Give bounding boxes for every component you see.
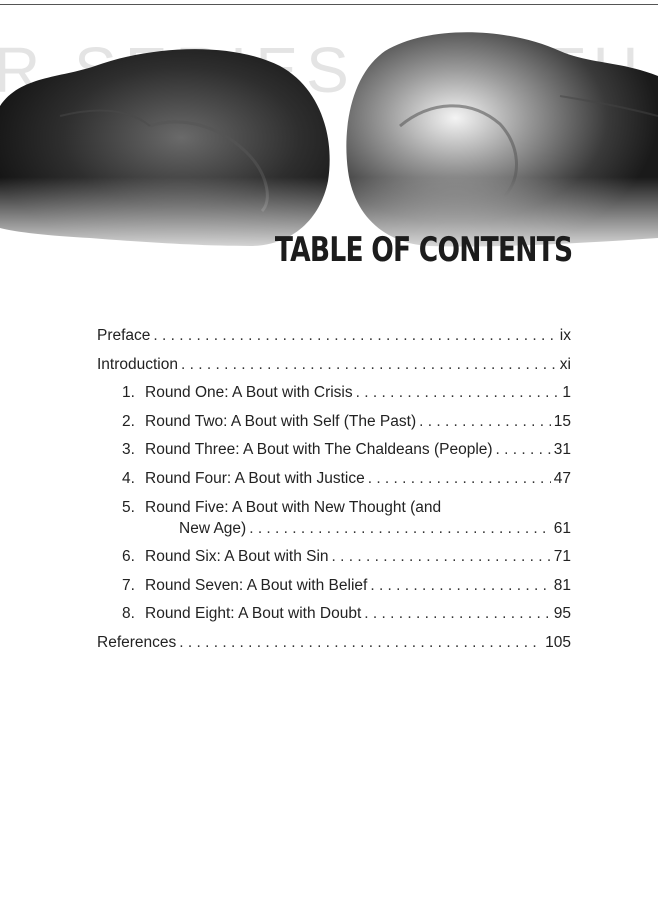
toc-entry-references[interactable] bbox=[97, 633, 571, 662]
chapter-number: 2. bbox=[122, 412, 135, 430]
toc-entry-chapter-7[interactable] bbox=[97, 576, 571, 605]
toc-entry-label: Round Two: A Bout with Self (The Past) bbox=[145, 412, 417, 430]
dot-leader bbox=[356, 383, 560, 403]
chapter-number: 1. bbox=[122, 384, 135, 402]
table-of-contents bbox=[97, 326, 571, 662]
toc-page-number: 71 bbox=[553, 548, 571, 566]
chapter-number: 3. bbox=[122, 441, 135, 459]
toc-entry-label: Round Seven: A Bout with Belief bbox=[145, 576, 368, 594]
toc-entry-label: References bbox=[97, 633, 177, 651]
toc-entry-label: Round One: A Bout with Crisis bbox=[145, 384, 353, 402]
dot-leader bbox=[181, 355, 557, 375]
toc-entry-chapter-2[interactable] bbox=[97, 412, 571, 441]
toc-page-number: 15 bbox=[553, 412, 571, 430]
toc-entry-preface[interactable] bbox=[97, 326, 571, 355]
toc-entry-label: Round Three: A Bout with The Chaldeans (People) bbox=[145, 441, 493, 459]
toc-page-number: 95 bbox=[553, 605, 571, 623]
toc-page-number: 31 bbox=[553, 441, 571, 459]
toc-entry-label: Preface bbox=[97, 327, 151, 344]
chapter-number: 5. bbox=[122, 498, 135, 516]
toc-entry-label: Round Four: A Bout with Justice bbox=[145, 469, 365, 487]
toc-page-number: 81 bbox=[553, 576, 571, 594]
dot-leader bbox=[419, 412, 551, 432]
toc-entry-chapter-3[interactable] bbox=[97, 440, 571, 469]
toc-entry-chapter-5[interactable] bbox=[97, 498, 571, 548]
chapter-number: 8. bbox=[122, 605, 135, 623]
toc-entry-label: Round Six: A Bout with Sin bbox=[145, 548, 329, 566]
dot-leader bbox=[496, 440, 551, 460]
toc-entry-chapter-6[interactable] bbox=[97, 547, 571, 576]
dot-leader bbox=[332, 547, 551, 567]
toc-page-number: 105 bbox=[545, 633, 571, 651]
top-rule bbox=[0, 4, 658, 5]
toc-page-number: ix bbox=[559, 327, 571, 344]
toc-entry-label: Round Five: A Bout with New Thought (and bbox=[145, 498, 442, 516]
chapter-number: 7. bbox=[122, 576, 135, 594]
toc-page-number: 1 bbox=[562, 384, 571, 402]
chapter-number: 4. bbox=[122, 469, 135, 487]
toc-page-number: xi bbox=[559, 355, 571, 373]
chapter-number: 6. bbox=[122, 548, 135, 566]
dot-leader bbox=[364, 604, 550, 624]
dot-leader bbox=[368, 469, 551, 489]
page-title: TABLE OF CONTENTS bbox=[274, 230, 572, 270]
dot-leader bbox=[249, 519, 551, 539]
toc-entry-label: Introduction bbox=[97, 355, 178, 373]
dot-leader bbox=[370, 576, 550, 596]
toc-entry-introduction[interactable] bbox=[97, 355, 571, 384]
toc-page-number: 47 bbox=[553, 469, 571, 487]
toc-entry-chapter-1[interactable] bbox=[97, 383, 571, 412]
dot-leader bbox=[153, 326, 556, 346]
toc-entry-chapter-8[interactable] bbox=[97, 604, 571, 633]
toc-page-number: 61 bbox=[553, 519, 571, 537]
toc-entry-label: Round Eight: A Bout with Doubt bbox=[145, 605, 362, 623]
toc-entry-chapter-4[interactable] bbox=[97, 469, 571, 498]
dot-leader bbox=[179, 633, 542, 653]
toc-entry-label-continued: New Age) bbox=[179, 519, 247, 537]
